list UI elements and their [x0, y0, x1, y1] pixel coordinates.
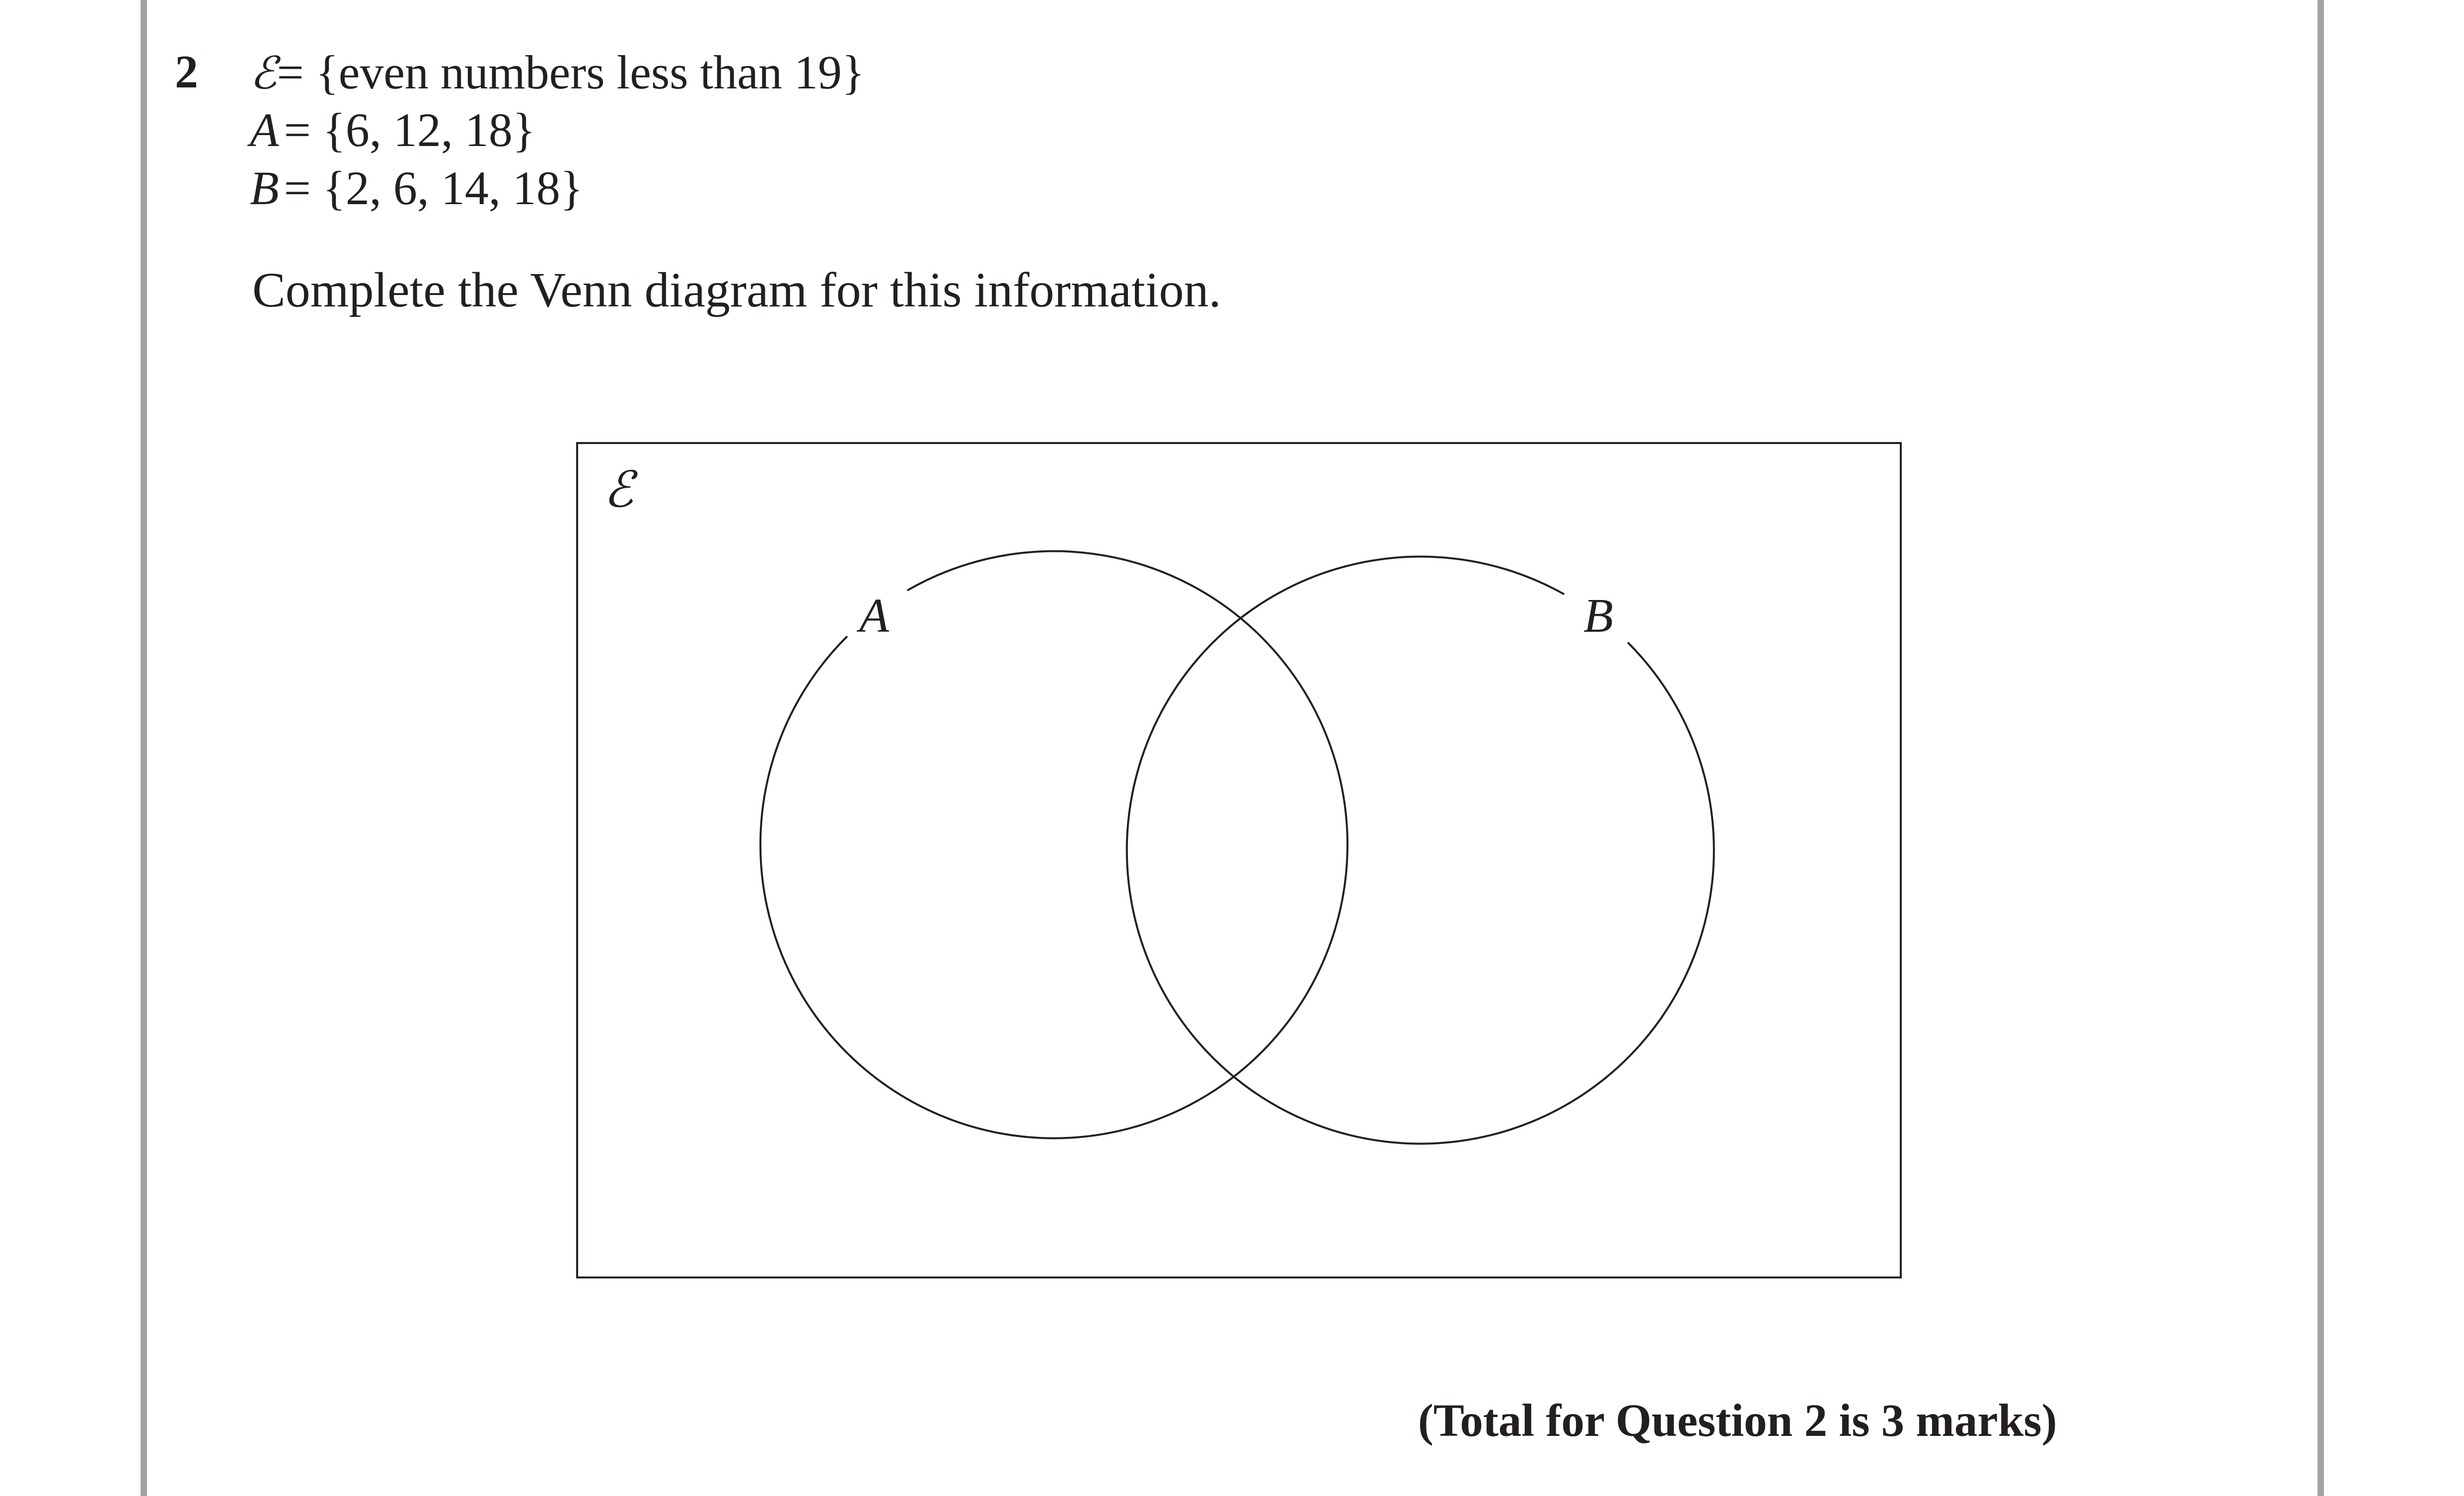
- circle-b: [1127, 557, 1714, 1144]
- circle-a-label: A: [859, 589, 889, 643]
- total-marks: (Total for Question 2 is 3 marks): [1418, 1395, 2057, 1446]
- set-a-name: A: [250, 103, 279, 156]
- set-a-rhs: = {6, 12, 18}: [284, 103, 535, 156]
- universal-set-symbol: ℰ: [250, 47, 277, 99]
- universal-set-rectangle: [577, 443, 1901, 1277]
- circle-a: [760, 551, 1347, 1138]
- set-b-name: B: [250, 161, 279, 215]
- set-b-rhs: = {2, 6, 14, 18}: [284, 161, 583, 215]
- question-number: 2: [175, 46, 198, 98]
- universal-set-rhs: = {even numbers less than 19}: [277, 46, 865, 99]
- instruction-text: Complete the Venn diagram for this information.: [252, 262, 1221, 317]
- circle-b-label: B: [1583, 589, 1613, 643]
- universal-set-label: ℰ: [603, 460, 634, 519]
